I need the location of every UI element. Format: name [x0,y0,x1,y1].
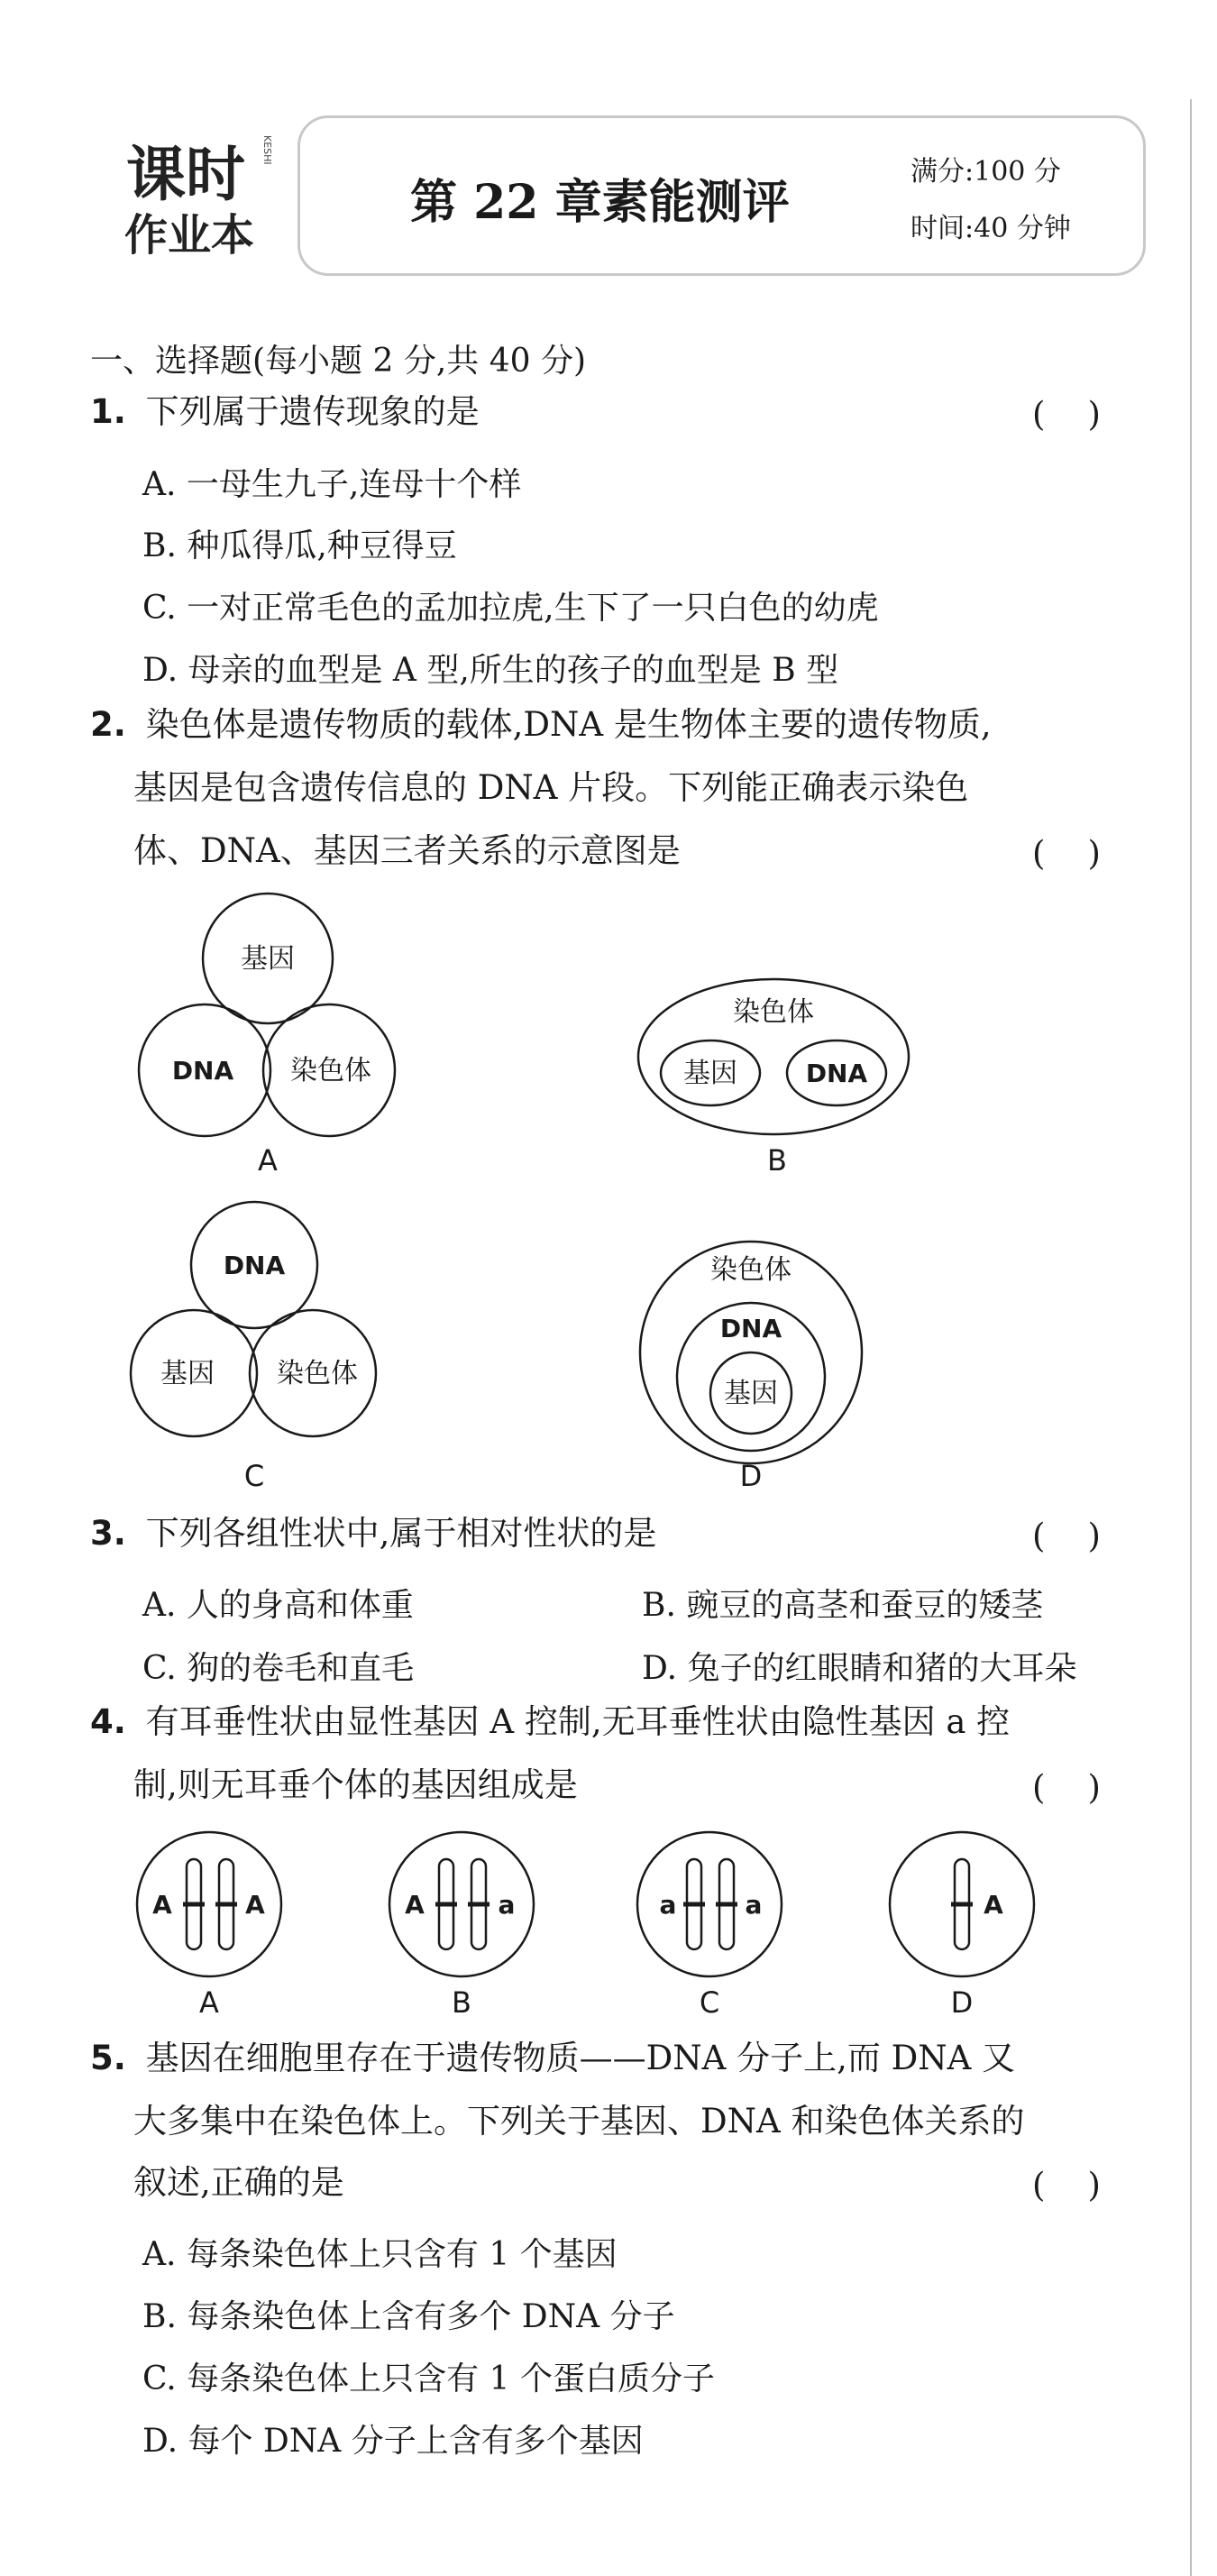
brand-logo-vertical: KESHI [261,135,273,165]
question-stem: 有耳垂性状由显性基因 A 控制,无耳垂性状由隐性基因 a 控 [145,1702,1011,1741]
question-number: 5. [90,2039,126,2077]
question-stem: 下列各组性状中,属于相对性状的是 [145,1514,657,1553]
option-b: B. 种瓜得瓜,种豆得豆 [142,527,457,564]
answer-blank: ( ) [1032,834,1101,873]
option-b: B. 每条染色体上含有多个 DNA 分子 [142,2298,675,2335]
diagram-a-dna-label: DNA [171,1056,234,1086]
answer-blank: ( ) [1032,2166,1101,2205]
option-d: D. 每个 DNA 分子上含有多个基因 [142,2423,644,2460]
question-stem: 染色体是遗传物质的载体,DNA 是生物体主要的遗传物质, [145,705,992,744]
allele-label: A [152,1890,172,1920]
option-a: A. 每条染色体上只含有 1 个基因 [142,2236,618,2273]
question-stem-line3: 体、DNA、基因三者关系的示意图是 [133,831,681,870]
diagram-d-caption: D [739,1459,763,1493]
score-info: 满分:100 分 [910,156,1061,188]
diagram-d-chromosome-label: 染色体 [710,1254,792,1286]
diagram-b-chromosome-label: 染色体 [733,996,814,1028]
question-5 [90,2041,1015,2075]
cell-d-caption: D [950,1985,974,2020]
option-c: C. 狗的卷毛和直毛 [142,1650,415,1687]
page-title: 第 22 章素能测评 [410,175,790,230]
option-c: C. 每条染色体上只含有 1 个蛋白质分子 [142,2361,715,2397]
diagram-c-gene-label: 基因 [160,1358,215,1389]
cell-a-caption: A [199,1985,219,2020]
question-stem-line3: 叙述,正确的是 [133,2163,344,2202]
diagram-b-gene-label: 基因 [683,1058,737,1089]
diagram-b-dna-label: DNA [805,1059,868,1088]
brand-logo-line2: 作业本 [124,210,255,261]
brand-logo-line1: 课时 [126,140,245,209]
option-d: D. 母亲的血型是 A 型,所生的孩子的血型是 B 型 [142,652,839,689]
allele-label: A [984,1890,1003,1920]
question-stem-line2: 基因是包含遗传信息的 DNA 片段。下列能正确表示染色 [133,768,969,807]
question-number: 2. [90,705,126,744]
allele-label: a [498,1890,516,1920]
diagram-c-caption: C [243,1459,265,1493]
allele-label: a [745,1890,763,1920]
cell-c-caption: C [699,1985,720,2020]
diagram-c-dna-label: DNA [223,1251,286,1280]
answer-blank: ( ) [1032,395,1101,434]
question-number: 1. [90,392,126,431]
question-number: 4. [90,1702,126,1741]
allele-label: A [245,1890,265,1920]
diagram-d-dna-label: DNA [719,1314,782,1343]
question-stem-line2: 大多集中在染色体上。下列关于基因、DNA 和染色体关系的 [133,2102,1025,2141]
diagram-a-chromosome-label: 染色体 [290,1055,371,1086]
question-number: 3. [90,1514,126,1553]
option-b: B. 豌豆的高茎和蚕豆的矮茎 [642,1587,1044,1624]
allele-label: A [405,1890,425,1920]
diagram-a-gene-label: 基因 [241,943,295,975]
answer-blank: ( ) [1032,1768,1101,1807]
question-stem: 基因在细胞里存在于遗传物质——DNA 分子上,而 DNA 又 [145,2039,1016,2077]
diagram-b-caption: B [767,1143,787,1178]
diagram-d-gene-label: 基因 [724,1378,778,1409]
question-stem-line2: 制,则无耳垂个体的基因组成是 [133,1765,578,1804]
time-info: 时间:40 分钟 [910,213,1071,244]
section-heading: 一、选择题(每小题 2 分,共 40 分) [90,343,587,380]
option-a: A. 人的身高和体重 [142,1587,414,1624]
answer-blank: ( ) [1032,1517,1101,1555]
cell-b-caption: B [452,1985,471,2020]
option-d: D. 兔子的红眼睛和猪的大耳朵 [642,1650,1077,1687]
question-stem: 下列属于遗传现象的是 [145,392,480,431]
option-c: C. 一对正常毛色的孟加拉虎,生下了一只白色的幼虎 [142,590,879,627]
diagram-a-caption: A [258,1143,278,1178]
allele-label: a [659,1890,677,1920]
diagram-c-chromosome-label: 染色体 [277,1358,358,1389]
option-a: A. 一母生九子,连母十个样 [142,466,522,503]
